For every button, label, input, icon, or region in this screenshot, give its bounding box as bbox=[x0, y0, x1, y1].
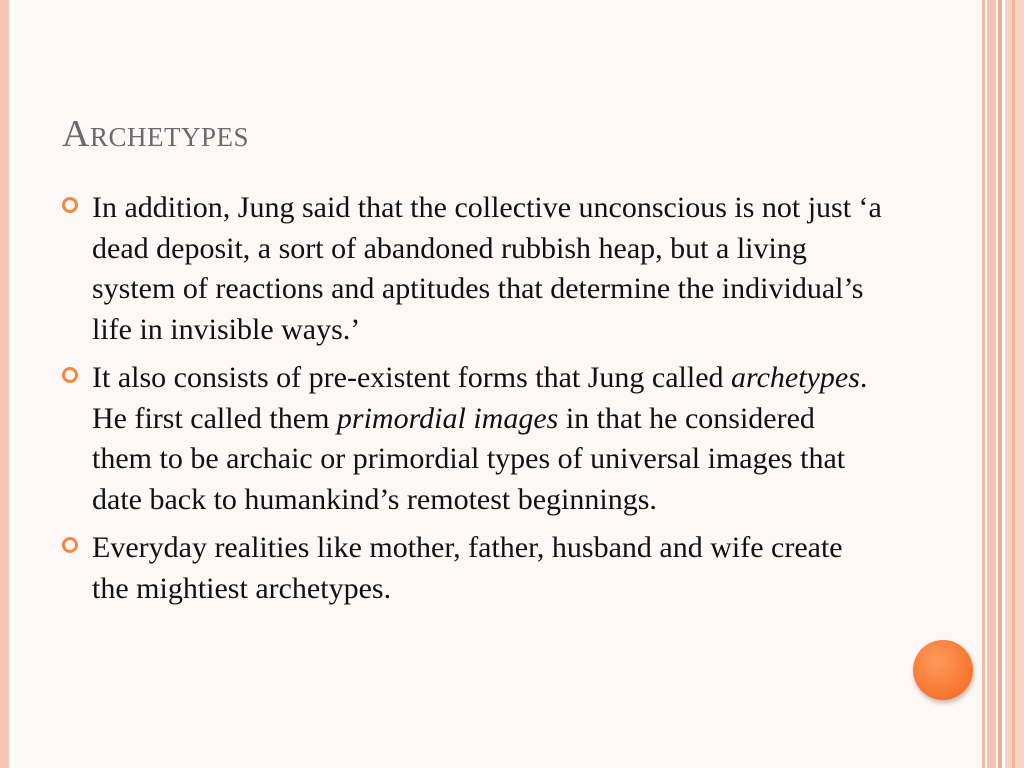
bullet-item bbox=[62, 528, 882, 609]
orange-circle-decoration bbox=[913, 640, 973, 700]
decorative-stripe bbox=[982, 0, 985, 768]
decorative-stripe bbox=[998, 0, 1002, 768]
bullet-text bbox=[92, 361, 867, 516]
bullet-text bbox=[92, 531, 843, 605]
bullet-text bbox=[92, 191, 882, 346]
bullet-text-italic: archetypes bbox=[731, 361, 860, 394]
bullet-text-run: Everyday realities like mother, father, husband and wife create the mightiest archetypes. bbox=[92, 531, 843, 605]
left-border bbox=[0, 0, 9, 768]
bullet-list bbox=[62, 188, 882, 617]
bullet-text-run: in that he considered them to be archaic or primordial types of universal images that date back to humankind’s remotest beginnings. bbox=[92, 401, 846, 516]
bullet-item bbox=[62, 358, 882, 520]
bullet-text-run: It also consists of pre-existent forms that Jung called bbox=[92, 361, 732, 394]
slide-title: Archetypes bbox=[62, 113, 249, 155]
ring-bullet-icon bbox=[62, 537, 78, 553]
bullet-text-italic: primordial images bbox=[336, 401, 559, 435]
decorative-stripe bbox=[1012, 0, 1015, 768]
bullet-item bbox=[62, 188, 882, 350]
bullet-text-run: . He first called them bbox=[92, 361, 868, 435]
decorative-stripe bbox=[987, 0, 996, 768]
bullet-text-run: In addition, Jung said that the collective unconscious is not just ‘a dead deposit, a sort of abandoned rubbish heap, but a living system of reactions and aptitudes that determine the individual’s life in invisible ways.’ bbox=[92, 191, 882, 346]
ring-bullet-icon bbox=[62, 367, 78, 383]
ring-bullet-icon bbox=[62, 197, 78, 213]
